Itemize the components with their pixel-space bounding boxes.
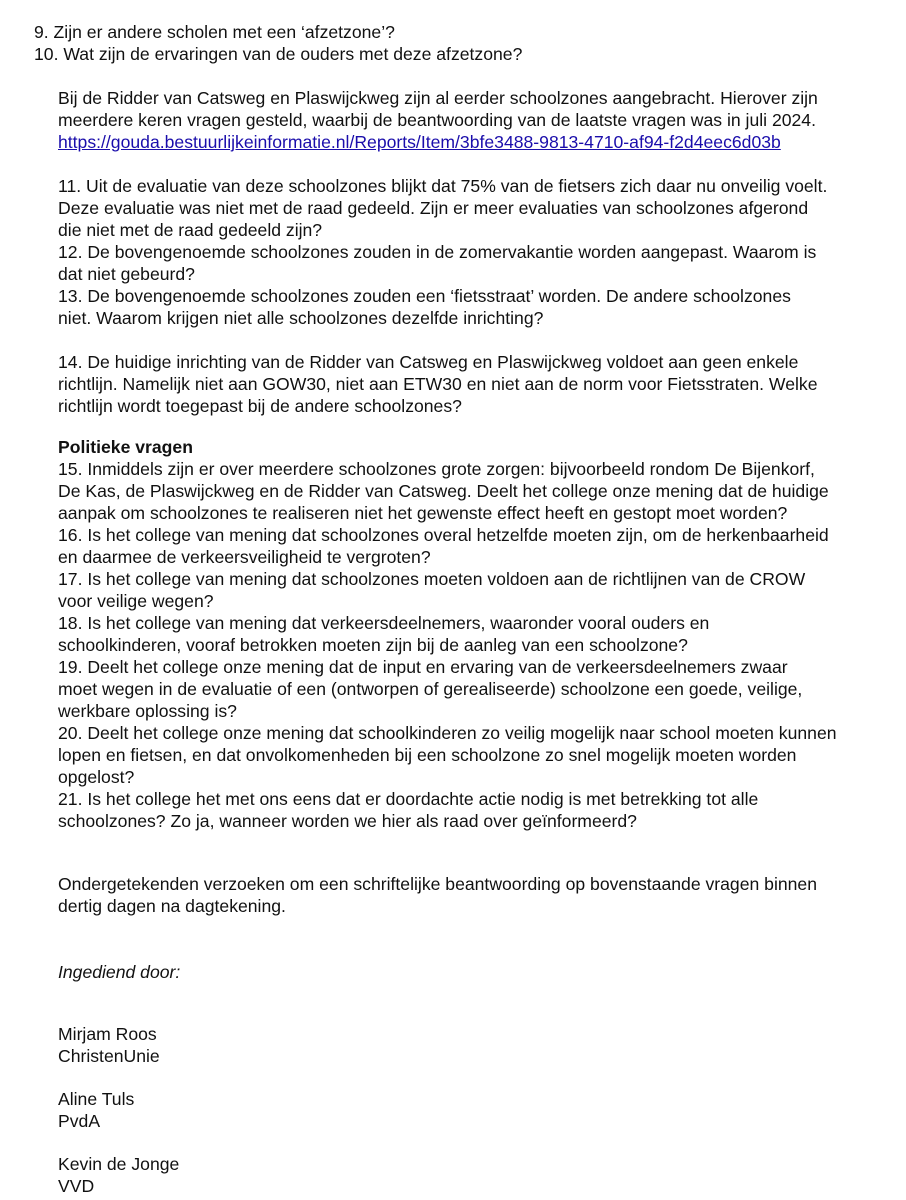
question-10: 10. Wat zijn de ervaringen van de ouders met deze afzetzone? bbox=[34, 44, 523, 64]
question-line: schoolkinderen, vooraf betrokken moeten zijn bij de aanleg van een schoolzone? bbox=[58, 635, 688, 655]
request-line: Ondergetekenden verzoeken om een schriftelijke beantwoording op bovenstaande vragen binnen bbox=[58, 874, 818, 894]
question-line: 14. De huidige inrichting van de Ridder van Catsweg en Plaswijckweg voldoet aan geen enkele bbox=[58, 352, 799, 372]
question-line: niet. Waarom krijgen niet alle schoolzones dezelfde inrichting? bbox=[58, 308, 544, 328]
question-line: werkbare oplossing is? bbox=[58, 701, 237, 721]
question-line: en daarmee de verkeersveiligheid te vergroten? bbox=[58, 547, 431, 567]
question-line: aanpak om schoolzones te realiseren niet het gewenste effect heeft en gestopt moet worden? bbox=[58, 503, 788, 523]
question-line: moet wegen in de evaluatie of een (ontworpen of gerealiseerde) schoolzone een goede, veilige, bbox=[58, 679, 803, 699]
signatory-party: PvdA bbox=[58, 1111, 101, 1131]
signatory-name: Aline Tuls bbox=[58, 1089, 135, 1109]
request-line: dertig dagen na dagtekening. bbox=[58, 896, 286, 916]
intro-line: Bij de Ridder van Catsweg en Plaswijckweg zijn al eerder schoolzones aangebracht. Hierover zijn bbox=[58, 88, 818, 108]
question-line: 20. Deelt het college onze mening dat schoolkinderen zo veilig mogelijk naar school moeten kunnen bbox=[58, 723, 837, 743]
question-line: Deze evaluatie was niet met de raad gedeeld. Zijn er meer evaluaties van schoolzones afgerond bbox=[58, 198, 809, 218]
question-line: dat niet gebeurd? bbox=[58, 264, 195, 284]
signatory-party: ChristenUnie bbox=[58, 1046, 160, 1066]
intro-line: meerdere keren vragen gesteld, waarbij de beantwoording van de laatste vragen was in juli 2024. bbox=[58, 110, 816, 130]
question-line: 17. Is het college van mening dat schoolzones moeten voldoen aan de richtlijnen van de CROW bbox=[58, 569, 806, 589]
question-line: 16. Is het college van mening dat schoolzones overal hetzelfde moeten zijn, om de herkenbaarheid bbox=[58, 525, 829, 545]
question-line: 15. Inmiddels zijn er over meerdere schoolzones grote zorgen: bijvoorbeeld rondom De Bijenkorf, bbox=[58, 459, 815, 479]
question-line: opgelost? bbox=[58, 767, 135, 787]
question-line: lopen en fietsen, en dat onvolkomenheden bij een schoolzone zo snel mogelijk moeten worden bbox=[58, 745, 797, 765]
signatory-name: Kevin de Jonge bbox=[58, 1154, 180, 1174]
question-line: richtlijn wordt toegepast bij de andere schoolzones? bbox=[58, 396, 462, 416]
question-line: De Kas, de Plaswijckweg en de Ridder van Catsweg. Deelt het college onze mening dat de huidige bbox=[58, 481, 829, 501]
question-line: schoolzones? Zo ja, wanneer worden we hier als raad over geïnformeerd? bbox=[58, 811, 637, 831]
question-line: 19. Deelt het college onze mening dat de input en ervaring van de verkeersdeelnemers zwaar bbox=[58, 657, 788, 677]
question-9: 9. Zijn er andere scholen met een ‘afzetzone’? bbox=[34, 22, 395, 42]
signatory-party: VVD bbox=[58, 1176, 95, 1196]
question-line: 13. De bovengenoemde schoolzones zouden een ‘fietsstraat’ worden. De andere schoolzones bbox=[58, 286, 791, 306]
question-line: voor veilige wegen? bbox=[58, 591, 214, 611]
question-line: 12. De bovengenoemde schoolzones zouden in de zomervakantie worden aangepast. Waarom is bbox=[58, 242, 817, 262]
question-line: 11. Uit de evaluatie van deze schoolzones blijkt dat 75% van de fietsers zich daar nu onveilig voelt. bbox=[58, 176, 828, 196]
question-line: 18. Is het college van mening dat verkeersdeelnemers, waaronder vooral ouders en bbox=[58, 613, 710, 633]
question-line: die niet met de raad gedeeld zijn? bbox=[58, 220, 323, 240]
signatory-name: Mirjam Roos bbox=[58, 1024, 157, 1044]
submitted-by-label: Ingediend door: bbox=[58, 962, 181, 982]
question-line: richtlijn. Namelijk niet aan GOW30, niet aan ETW30 en niet aan de norm voor Fietsstraten. Welke bbox=[58, 374, 818, 394]
reports-link[interactable]: https://gouda.bestuurlijkeinformatie.nl/Reports/Item/3bfe3488-9813-4710-af94-f2d4eec6d03b bbox=[58, 132, 781, 152]
reports-link-line bbox=[58, 131, 781, 153]
question-line: 21. Is het college het met ons eens dat er doordachte actie nodig is met betrekking tot alle bbox=[58, 789, 759, 809]
section-heading: Politieke vragen bbox=[58, 437, 193, 457]
